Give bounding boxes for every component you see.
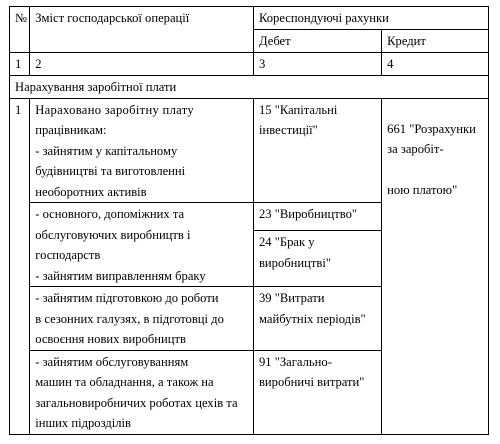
content-line: - зайнятим обслуговуванням — [35, 354, 189, 369]
debit-account-cell — [253, 98, 381, 203]
section-title: Нарахування заробітної плати — [10, 75, 489, 98]
content-line: - зайнятим виправленням браку — [35, 268, 206, 283]
content-line: загальновиробничих роботах цехів та — [35, 395, 238, 410]
debit-line: 15 "Капітальні — [258, 102, 338, 117]
debit-account-cell — [253, 231, 381, 287]
debit-line: інвестиції" — [258, 123, 318, 137]
content-line: - основного, допоміжних та — [35, 207, 185, 221]
credit-line: 661 "Розрахунки — [387, 121, 476, 136]
credit-account-cell — [382, 98, 489, 434]
operation-content-cell — [30, 203, 254, 287]
content-line: необоротних активів — [35, 184, 147, 199]
debit-line: 91 "Загально- — [258, 354, 332, 369]
debit-line: виробництві" — [258, 255, 331, 270]
content-line: працівникам: — [35, 123, 107, 137]
content-line: - зайнятим у капітальному — [35, 143, 178, 158]
debit-account-cell — [253, 350, 381, 434]
header-debit: Дебет — [253, 30, 381, 53]
operation-content-cell — [30, 98, 254, 203]
section-row — [10, 75, 489, 98]
column-numbering-row — [10, 53, 489, 76]
debit-line: 24 "Брак у — [258, 235, 315, 249]
debit-account-cell — [253, 203, 381, 231]
column-number-2: 2 — [30, 53, 254, 76]
column-number-3: 3 — [253, 53, 381, 76]
content-line: освоєння нових виробництв — [35, 332, 186, 346]
debit-line: виробничі витрати" — [258, 375, 365, 389]
header-number: № — [10, 7, 30, 53]
content-line: будівництві та виготовленні — [35, 164, 186, 178]
debit-line: майбутніх періодів" — [258, 311, 366, 326]
content-line: - зайнятим підготовкою до роботи — [35, 291, 219, 305]
content-line: Нараховано заробітну плату — [35, 102, 194, 117]
operation-content-cell — [30, 350, 254, 434]
credit-line: ною платою" — [387, 183, 458, 197]
content-line: інших підрозділів — [35, 416, 131, 430]
credit-line: за заробіт- — [387, 142, 444, 156]
operation-number: 1 — [10, 98, 30, 434]
content-line: машин та обладнання, а також на — [35, 375, 214, 389]
content-line: в сезонних галузях, в підготовці до — [35, 311, 224, 326]
header-operation-content: Зміст господарської операції — [30, 7, 254, 53]
header-corresponding-accounts: Кореспондуючі рахунки — [253, 7, 488, 30]
debit-line: 23 "Виробництво" — [258, 207, 358, 221]
debit-account-cell — [253, 287, 381, 351]
operation-content-cell — [30, 287, 254, 351]
credit-gap — [387, 160, 483, 181]
content-line: обслуговуючих виробництв і — [35, 227, 191, 242]
debit-line: 39 "Витрати — [258, 291, 325, 305]
content-line: господарств — [35, 248, 101, 262]
header-credit: Кредит — [382, 30, 489, 53]
header-row — [10, 7, 489, 30]
accounting-entries-table — [9, 6, 489, 435]
column-number-4: 4 — [382, 53, 489, 76]
table-row — [10, 98, 489, 203]
column-number-1: 1 — [10, 53, 30, 76]
